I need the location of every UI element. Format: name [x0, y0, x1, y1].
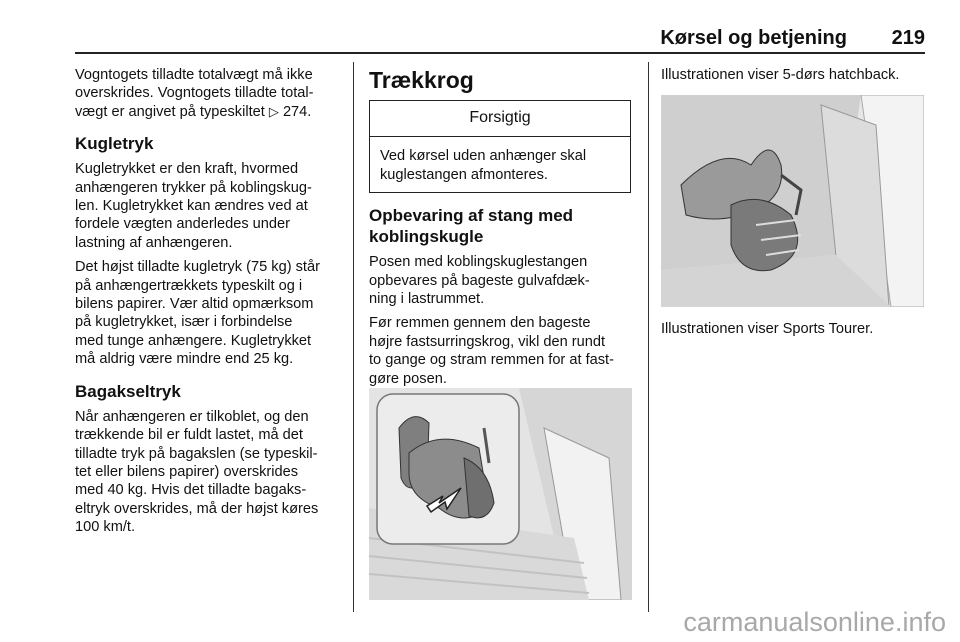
caption-hatchback: Illustrationen viser 5-dørs hatchback.	[661, 67, 900, 83]
kugletryk-heading: Kugletryk	[75, 134, 154, 154]
page-reference-icon: ▷	[268, 103, 279, 119]
caption-sports-tourer: Illustrationen viser Sports Tourer.	[661, 321, 874, 337]
storage-heading: Opbevaring af stang med koblingskugle	[369, 206, 574, 247]
page-number: 219	[891, 27, 925, 49]
bagakseltryk-paragraph: Når anhængeren er tilkoblet, og den trækkende bil er fuldt lastet, må det tilladte tryk på bagakslen (se typeskil- tet eller bilens papirer) overskrides med 40 kg. Hvis det tilladte bagaks- eltryk overskrides, må der højst køres 100 km/t.	[75, 408, 319, 536]
column-right-lower	[661, 320, 931, 344]
storage-paragraph-1: Posen med koblingskuglestangen opbevares på bageste gulvafdæk- ning i lastrummet.	[369, 254, 590, 308]
storage-paragraph-2: Før remmen gennem den bageste højre fastsurringskrog, vikl den rundt to gange og stram remmen for at fast- gøre posen.	[369, 315, 614, 387]
column-left	[75, 66, 347, 543]
kugletryk-paragraph-2: Det højst tilladte kugletryk (75 kg) står på anhængertrækkets typeskilt og i bilens papirer. Vær altid opmærksom på kugletrykket, især i forbindelse med tunge anhængere. Kugletrykket må aldrig være mindre end 25 kg.	[75, 259, 320, 368]
caution-text: Ved kørsel uden anhænger skal kuglestangen afmonteres.	[380, 148, 587, 183]
section-title: Kørsel og betjening	[660, 27, 847, 49]
kugletryk-paragraph-1: Kugletrykket er den kraft, hvormed anhængeren trykker på koblingskug- len. Kugletrykket kan ændres ved at fordele vægten anderledes under lastning af anhængeren.	[75, 161, 312, 251]
watermark: carmanualsonline.info	[683, 607, 946, 637]
column-divider	[353, 62, 354, 612]
page-header	[75, 27, 925, 52]
column-middle	[369, 66, 639, 394]
traekkrog-heading: Trækkrog	[369, 67, 474, 93]
header-rule	[75, 52, 925, 54]
illustration-hatchback-bag	[661, 95, 924, 307]
caution-box	[369, 100, 631, 193]
caution-title: Forsigtig	[370, 101, 630, 137]
trunk-bag-drawing	[369, 388, 632, 600]
intro-paragraph: Vogntogets tilladte totalvægt må ikke overskrides. Vogntogets tilladte total- vægt er angivet på typeskiltet ▷ 274.	[75, 67, 314, 120]
hatchback-bag-drawing	[661, 95, 924, 307]
bagakseltryk-heading: Bagakseltryk	[75, 381, 181, 401]
illustration-trunk-bag	[369, 388, 632, 600]
column-divider	[648, 62, 649, 612]
column-right	[661, 66, 931, 90]
